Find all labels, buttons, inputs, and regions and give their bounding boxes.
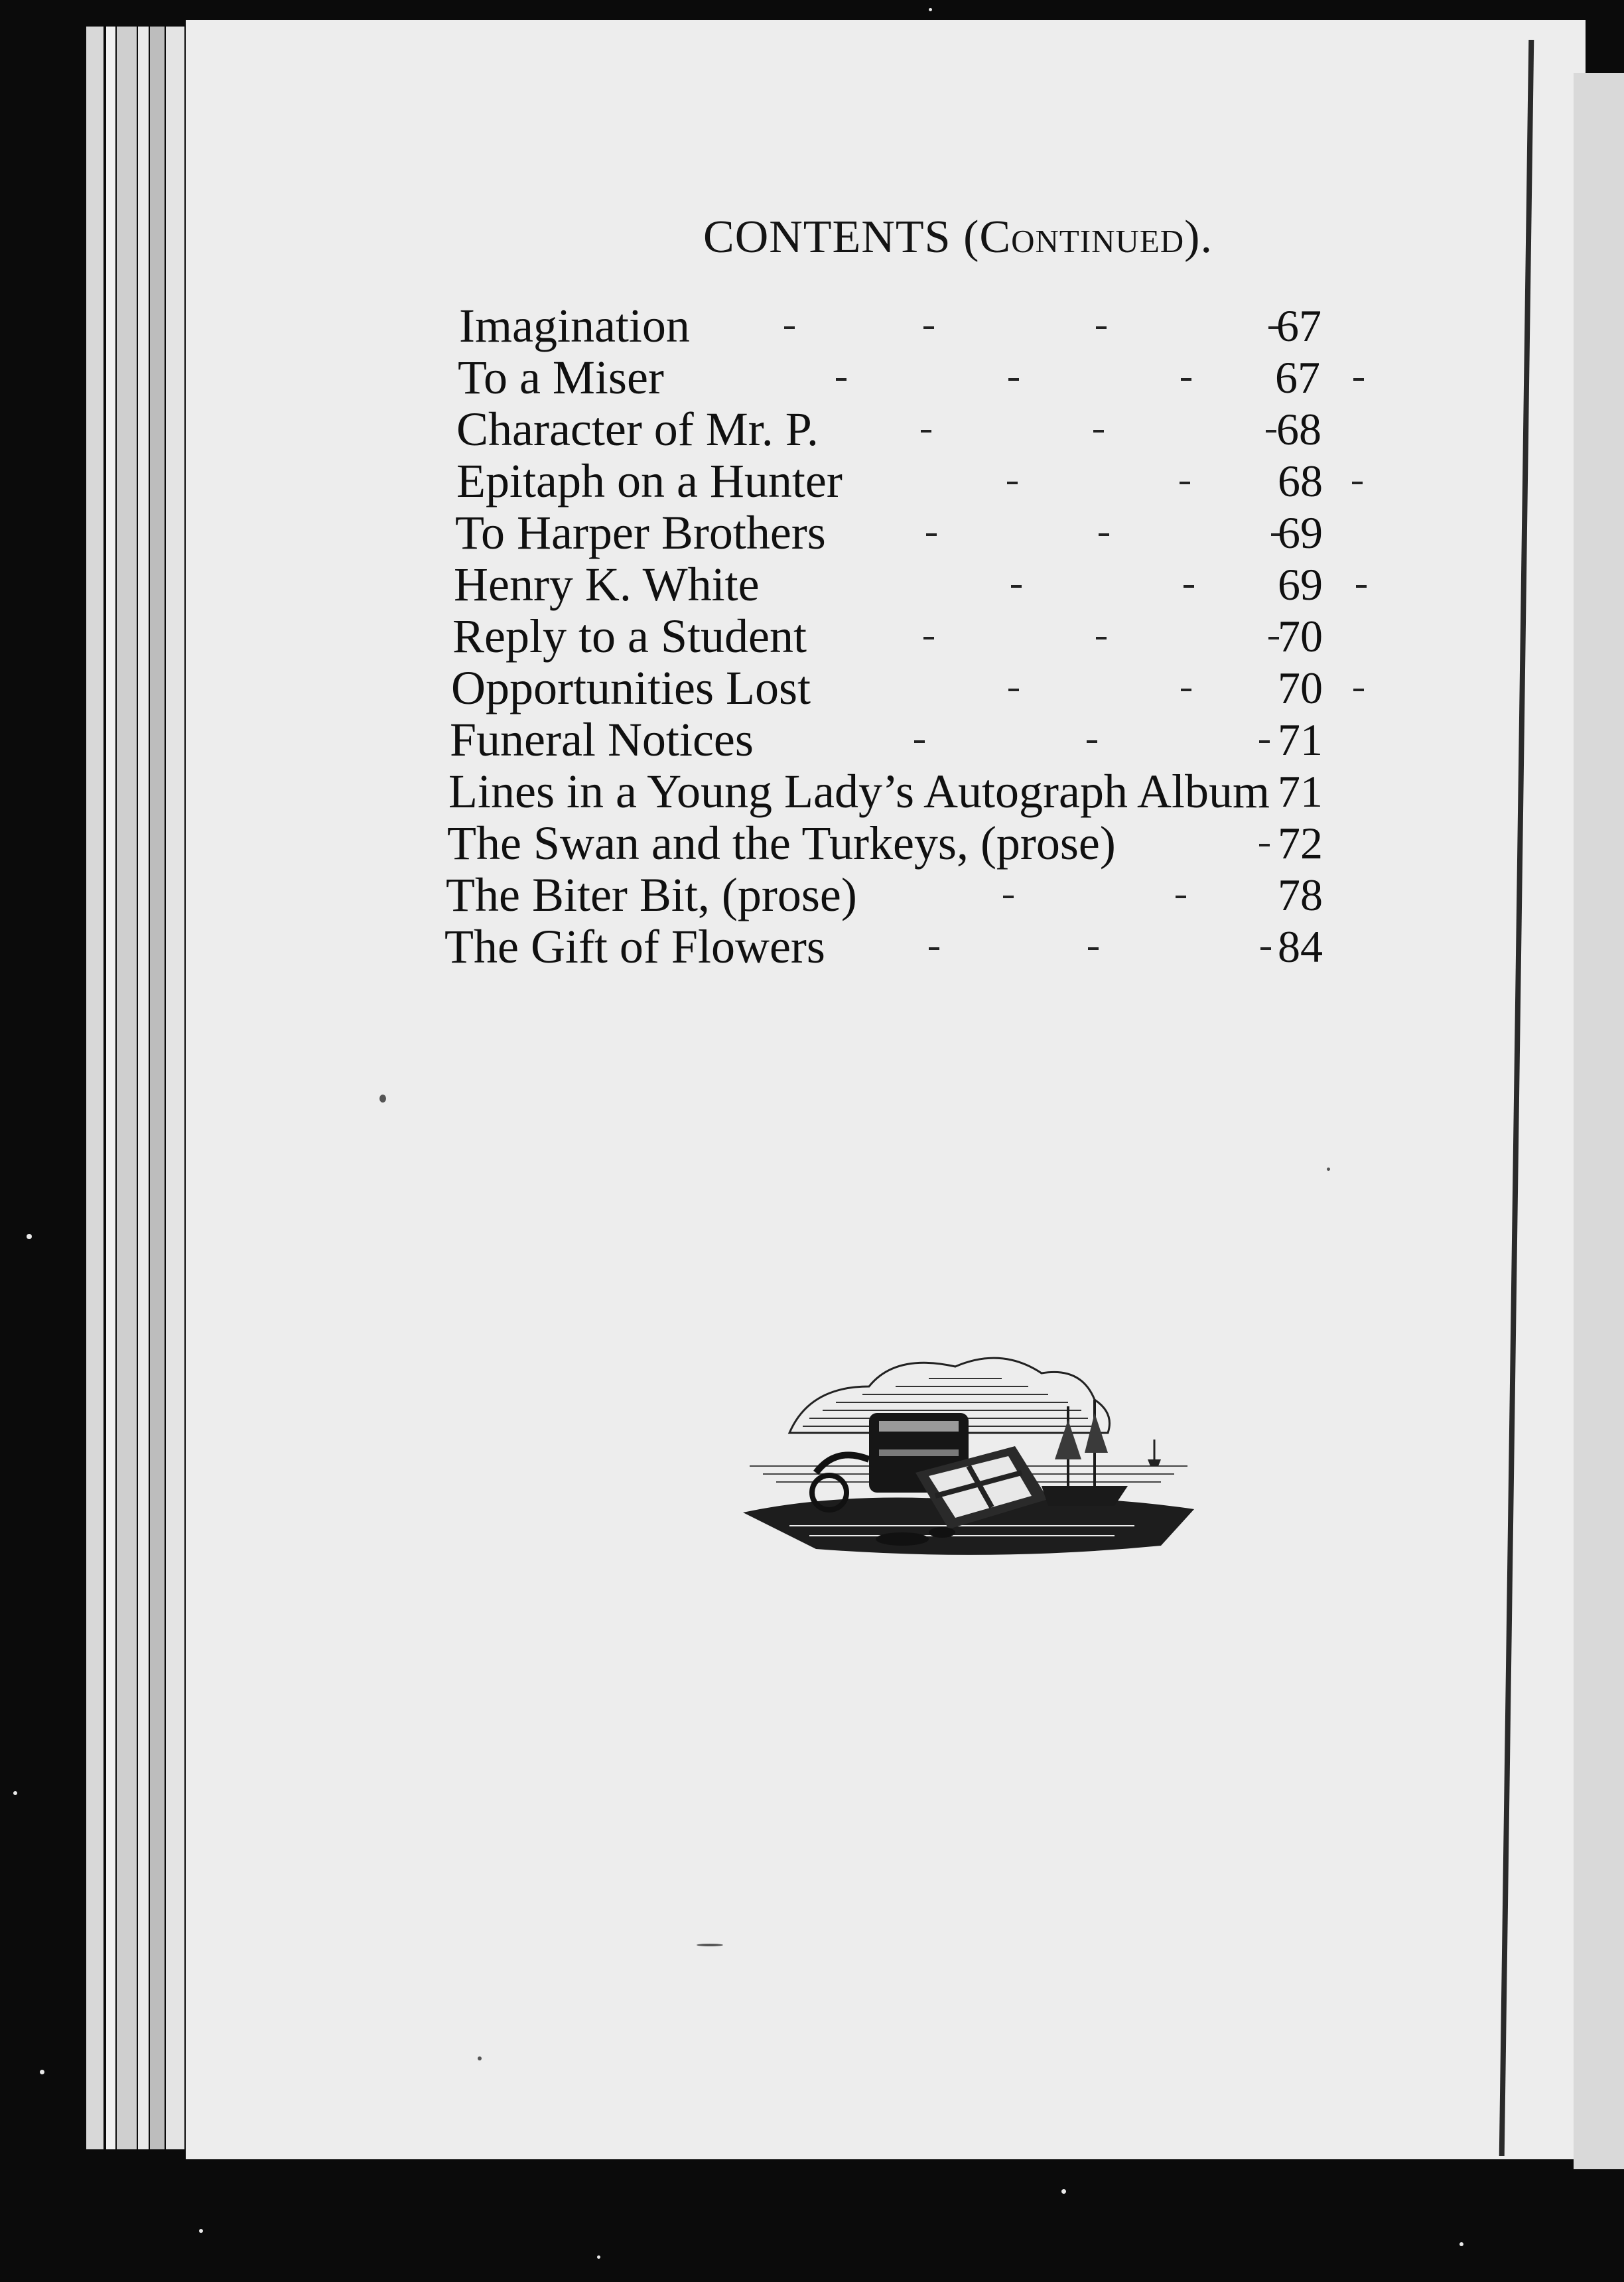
toc-page-number: 69 <box>1278 559 1323 610</box>
ink-speck <box>1327 1168 1330 1171</box>
toc-entry <box>456 455 1531 507</box>
toc-entry <box>456 403 1531 455</box>
toc-entry <box>452 610 1527 662</box>
toc-page-number: 67 <box>1275 352 1320 403</box>
toc-page-number: 68 <box>1278 456 1323 506</box>
toc-entry <box>458 352 1532 403</box>
toc-title: The Biter Bit, (prose) <box>446 868 857 921</box>
toc-title: Reply to a Student <box>452 610 807 663</box>
toc-title: To Harper Brothers <box>455 506 826 559</box>
toc-entry <box>444 921 1519 973</box>
ink-speck <box>379 1095 386 1103</box>
toc-entry <box>446 869 1521 921</box>
heading-sub: (Continued). <box>963 212 1213 263</box>
toc-title: Imagination <box>459 299 690 352</box>
toc-entry <box>451 662 1526 714</box>
facing-page-edge <box>1574 73 1624 2169</box>
ink-speck <box>697 1944 723 1946</box>
toc-entry <box>454 559 1528 610</box>
toc-page-number: 71 <box>1278 766 1323 817</box>
toc-entry <box>447 817 1522 869</box>
toc-title: The Gift of Flowers <box>444 920 825 973</box>
toc-page-number: 78 <box>1278 870 1323 920</box>
toc-page-number: 67 <box>1276 301 1321 351</box>
toc-title: Epitaph on a Hunter <box>456 454 843 507</box>
toc-title: Lines in a Young Lady’s Autograph Album <box>448 765 1270 818</box>
toc-entry <box>448 766 1523 817</box>
toc-page-number: 68 <box>1276 404 1321 454</box>
toc-page-number: 84 <box>1278 921 1323 972</box>
toc-page-number: 69 <box>1278 507 1323 558</box>
toc-title: Opportunities Lost <box>451 661 811 714</box>
toc-entry <box>455 507 1530 559</box>
toc-title: Character of Mr. P. <box>456 403 819 456</box>
toc-title: The Swan and the Turkeys, (prose) <box>447 817 1116 870</box>
contents-heading <box>703 211 1213 264</box>
ink-speck <box>478 2056 482 2060</box>
toc-page-number: 72 <box>1278 818 1323 868</box>
heading-main: CONTENTS <box>703 212 951 263</box>
toc-page-number: 70 <box>1278 663 1323 713</box>
toc-page-number: 70 <box>1278 611 1323 661</box>
toc-entry <box>450 714 1524 766</box>
toc-title: To a Miser <box>458 351 664 404</box>
toc-page-number: 71 <box>1278 714 1323 765</box>
shipwreck-still-life-engraving-icon <box>736 1333 1201 1572</box>
toc-entry <box>459 300 1534 352</box>
toc-title: Henry K. White <box>454 558 760 611</box>
toc-title: Funeral Notices <box>450 713 754 766</box>
